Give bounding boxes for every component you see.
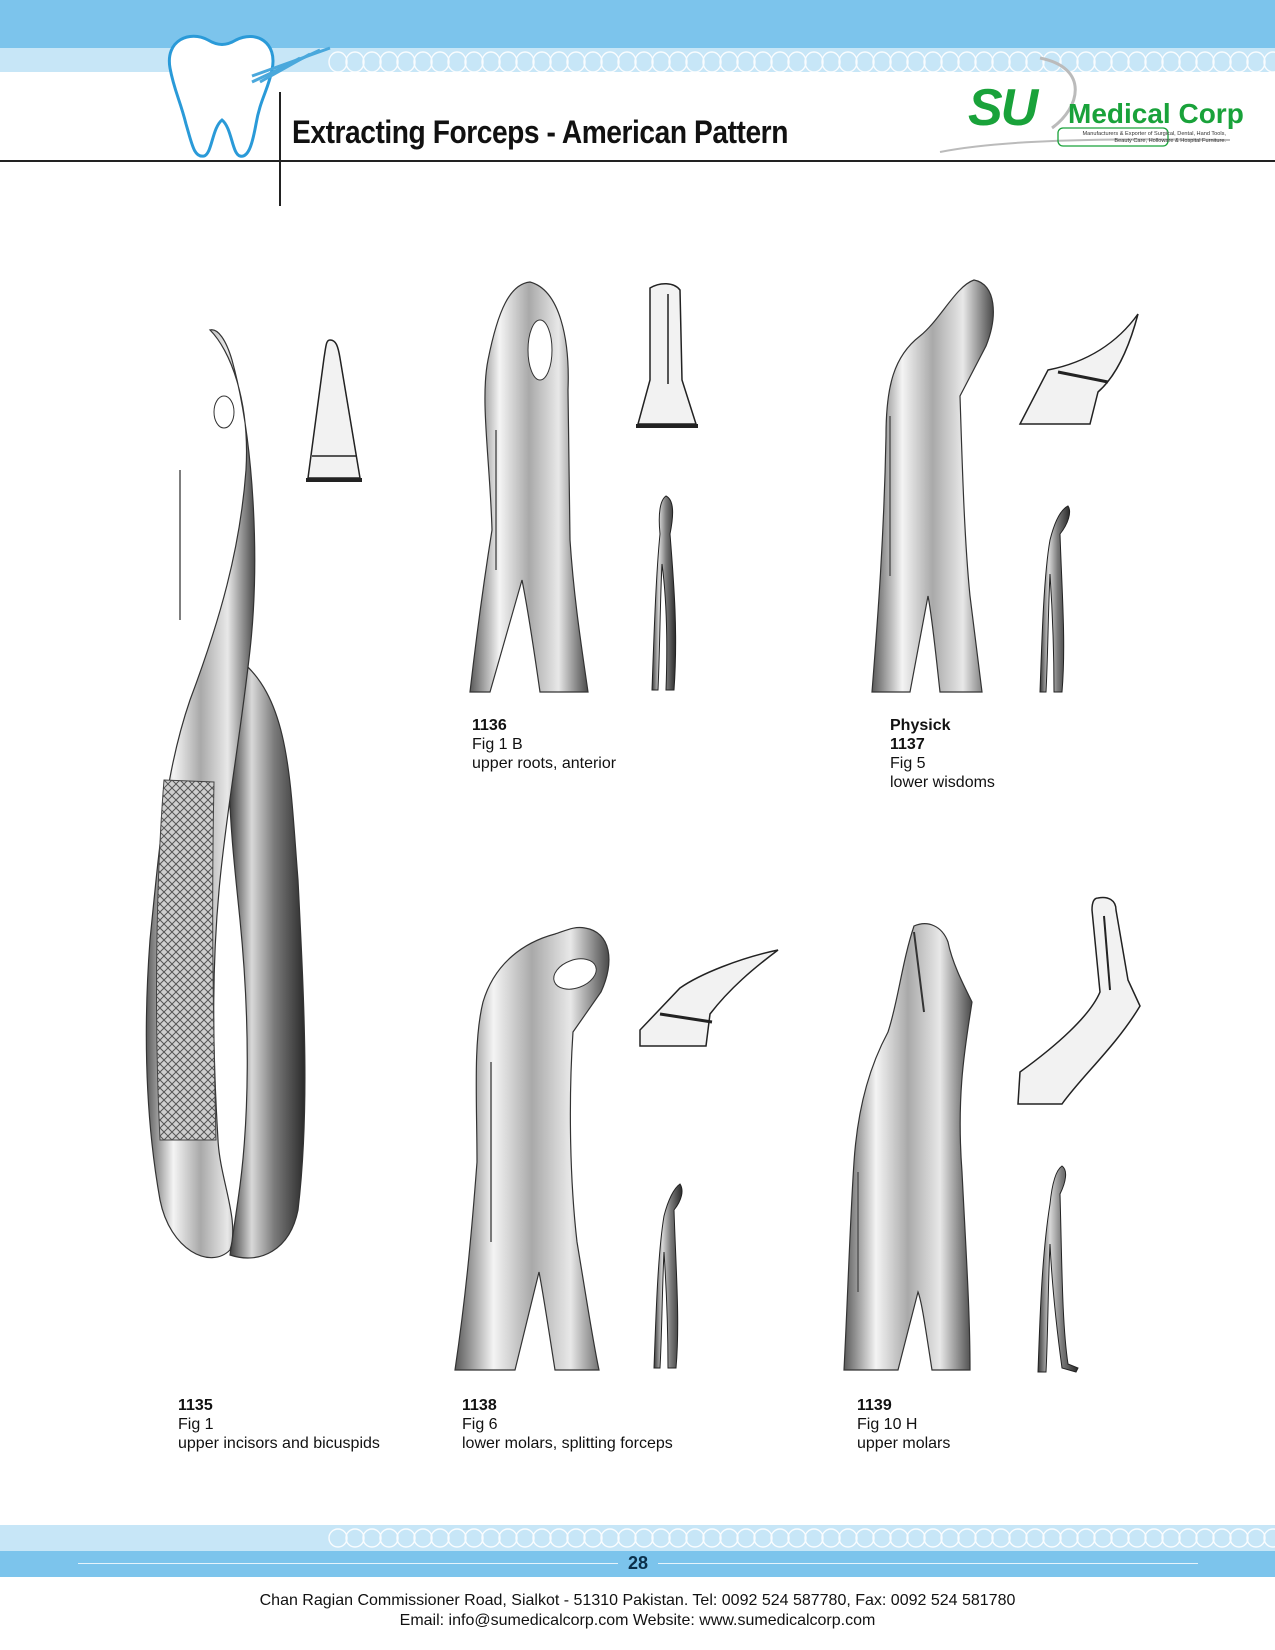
product-code: 1137	[890, 736, 925, 753]
product-use: upper incisors and bicuspids	[178, 1435, 380, 1452]
page-number: 28	[618, 1553, 658, 1574]
header-divider	[279, 92, 281, 206]
beak-detail-1137	[1018, 312, 1142, 430]
forceps-1139-thumbnail	[1038, 1164, 1082, 1376]
product-use: lower wisdoms	[890, 774, 995, 791]
product-caption-1137	[890, 716, 995, 792]
product-use: lower molars, splitting forceps	[462, 1435, 673, 1452]
page-title: Extracting Forceps - American Pattern	[292, 114, 788, 150]
logo-company-name: Medical Corp	[1068, 98, 1244, 129]
product-caption-1135	[178, 1396, 380, 1453]
forceps-1139-image	[842, 922, 1012, 1374]
product-fig: Fig 6	[462, 1416, 498, 1433]
product-fig: Fig 1 B	[472, 736, 523, 753]
product-code: 1135	[178, 1397, 213, 1414]
product-code: 1136	[472, 717, 507, 734]
forceps-1136-thumbnail	[652, 494, 682, 694]
product-fig: Fig 10 H	[857, 1416, 918, 1433]
header-rule	[0, 160, 1275, 162]
product-fig: Fig 1	[178, 1416, 214, 1433]
beak-detail-1135	[300, 338, 380, 488]
beak-detail-1139	[1016, 896, 1146, 1108]
product-caption-1138	[462, 1396, 673, 1453]
forceps-1137-image	[870, 276, 1010, 696]
logo-tagline	[1054, 131, 1226, 145]
logo-tagline-line-2: Beauty Care, Holloware & Hospital Furniture.	[1114, 138, 1226, 144]
product-caption-1136	[472, 716, 616, 773]
footer-ring-pattern	[330, 1527, 1275, 1549]
logo-mark: SU	[968, 79, 1037, 137]
forceps-1136-image	[470, 280, 620, 695]
forceps-1138-thumbnail	[654, 1182, 688, 1372]
logo-tagline-line-1: Manufacturers & Exporter of Surgical, Dental, Hand Tools,	[1082, 131, 1226, 137]
product-caption-1139	[857, 1396, 950, 1453]
footer-address: Chan Ragian Commissioner Road, Sialkot - 51310 Pakistan. Tel: 0092 524 587780, Fax: 0092 524 581780	[259, 1592, 1016, 1609]
product-use: upper molars	[857, 1435, 951, 1452]
product-code: 1138	[462, 1397, 497, 1414]
product-name: Physick	[890, 717, 951, 734]
forceps-1138-image	[455, 922, 625, 1374]
footer-contact: Email: info@sumedicalcorp.com Website: www.sumedicalcorp.com	[399, 1612, 876, 1629]
product-code: 1139	[857, 1397, 892, 1414]
product-fig: Fig 5	[890, 755, 926, 772]
beak-detail-1136	[630, 284, 710, 429]
forceps-1137-thumbnail	[1040, 504, 1074, 696]
product-use: upper roots, anterior	[472, 755, 617, 772]
beak-detail-1138	[640, 948, 780, 1048]
